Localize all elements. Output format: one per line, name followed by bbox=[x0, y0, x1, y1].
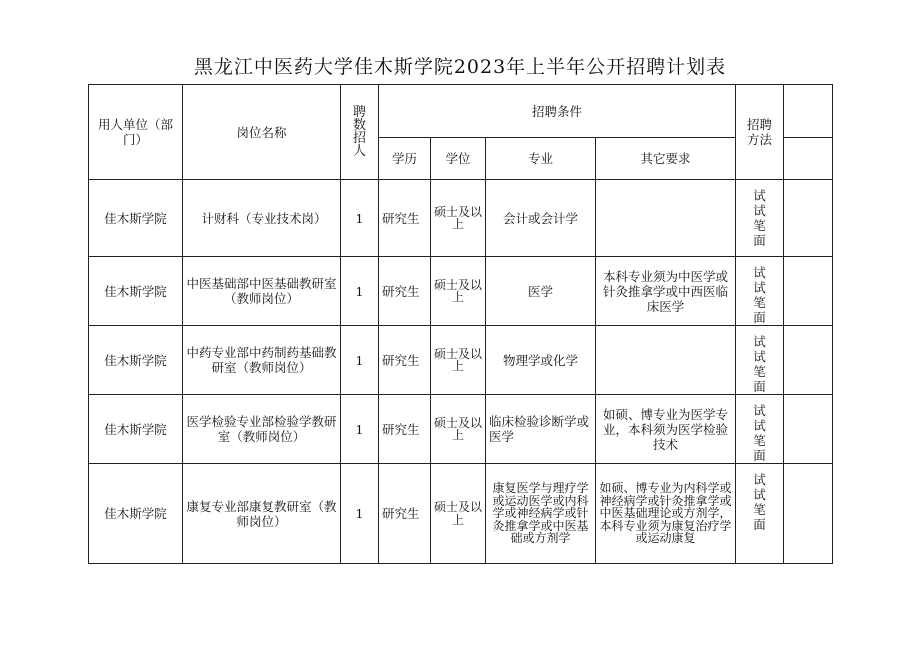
cell-major: 物理学或化学 bbox=[486, 326, 596, 395]
header-position: 岗位名称 bbox=[183, 85, 341, 180]
cell-other bbox=[596, 180, 736, 257]
cell-other bbox=[596, 326, 736, 395]
header-degree: 学历 bbox=[379, 138, 431, 180]
table-row bbox=[89, 395, 833, 464]
cell-blank bbox=[784, 180, 833, 257]
cell-position: 中药专业部中药制药基础教研室（教师岗位） bbox=[183, 326, 341, 395]
cell-other: 本科专业须为中医学或针灸推拿学或中西医临床医学 bbox=[596, 257, 736, 326]
cell-position: 医学检验专业部检验学教研室（教师岗位） bbox=[183, 395, 341, 464]
header-row-1 bbox=[89, 85, 833, 138]
page-title: 黑龙江中医药大学佳木斯学院2023年上半年公开招聘计划表 bbox=[193, 56, 727, 78]
cell-method: 试试笔面 bbox=[736, 257, 784, 326]
cell-degree: 研究生 bbox=[379, 326, 431, 395]
table-row bbox=[89, 464, 833, 564]
cell-major: 会计或会计学 bbox=[486, 180, 596, 257]
cell-count: 1 bbox=[341, 326, 379, 395]
header-academic: 学位 bbox=[431, 138, 486, 180]
cell-method: 试试笔面 bbox=[736, 464, 784, 564]
cell-position: 中医基础部中医基础教研室（教师岗位） bbox=[183, 257, 341, 326]
table-row bbox=[89, 257, 833, 326]
cell-position: 计财科（专业技术岗） bbox=[183, 180, 341, 257]
header-blank-top bbox=[784, 85, 833, 138]
cell-count: 1 bbox=[341, 395, 379, 464]
cell-degree: 研究生 bbox=[379, 395, 431, 464]
cell-blank bbox=[784, 257, 833, 326]
header-unit: 用人单位（部门） bbox=[89, 85, 183, 180]
cell-major: 康复医学与理疗学或运动医学或内科学或神经病学或针灸推拿学或中医基础或方剂学 bbox=[486, 464, 596, 564]
header-blank-bottom bbox=[784, 138, 833, 180]
table-row bbox=[89, 180, 833, 257]
cell-degree: 研究生 bbox=[379, 180, 431, 257]
cell-academic: 硕士及以上 bbox=[431, 180, 486, 257]
cell-unit: 佳木斯学院 bbox=[89, 180, 183, 257]
cell-degree: 研究生 bbox=[379, 257, 431, 326]
cell-other: 如硕、博专业为内科学或神经病学或针灸推拿学或中医基础理论或方剂学，本科专业须为康复治疗学或运动康复 bbox=[596, 464, 736, 564]
table-row bbox=[89, 326, 833, 395]
header-conditions: 招聘条件 bbox=[379, 85, 736, 138]
header-major: 专业 bbox=[486, 138, 596, 180]
cell-major: 医学 bbox=[486, 257, 596, 326]
cell-academic: 硕士及以上 bbox=[431, 464, 486, 564]
cell-method: 试试笔面 bbox=[736, 326, 784, 395]
cell-unit: 佳木斯学院 bbox=[89, 257, 183, 326]
cell-other: 如硕、博专业为医学专业，本科须为医学检验技术 bbox=[596, 395, 736, 464]
cell-blank bbox=[784, 395, 833, 464]
cell-unit: 佳木斯学院 bbox=[89, 395, 183, 464]
cell-method: 试试笔面 bbox=[736, 180, 784, 257]
cell-academic: 硕士及以上 bbox=[431, 257, 486, 326]
cell-academic: 硕士及以上 bbox=[431, 326, 486, 395]
cell-unit: 佳木斯学院 bbox=[89, 464, 183, 564]
cell-degree: 研究生 bbox=[379, 464, 431, 564]
header-count: 聘数招人 bbox=[341, 85, 379, 180]
cell-count: 1 bbox=[341, 257, 379, 326]
cell-blank bbox=[784, 326, 833, 395]
cell-unit: 佳木斯学院 bbox=[89, 326, 183, 395]
recruitment-table bbox=[88, 84, 833, 564]
header-other: 其它要求 bbox=[596, 138, 736, 180]
cell-method: 试试笔面 bbox=[736, 395, 784, 464]
cell-count: 1 bbox=[341, 464, 379, 564]
cell-position: 康复专业部康复教研室（教师岗位） bbox=[183, 464, 341, 564]
cell-blank bbox=[784, 464, 833, 564]
cell-major: 临床检验诊断学或医学 bbox=[486, 395, 596, 464]
header-method: 招聘方法 bbox=[736, 85, 784, 180]
cell-academic: 硕士及以上 bbox=[431, 395, 486, 464]
cell-count: 1 bbox=[341, 180, 379, 257]
